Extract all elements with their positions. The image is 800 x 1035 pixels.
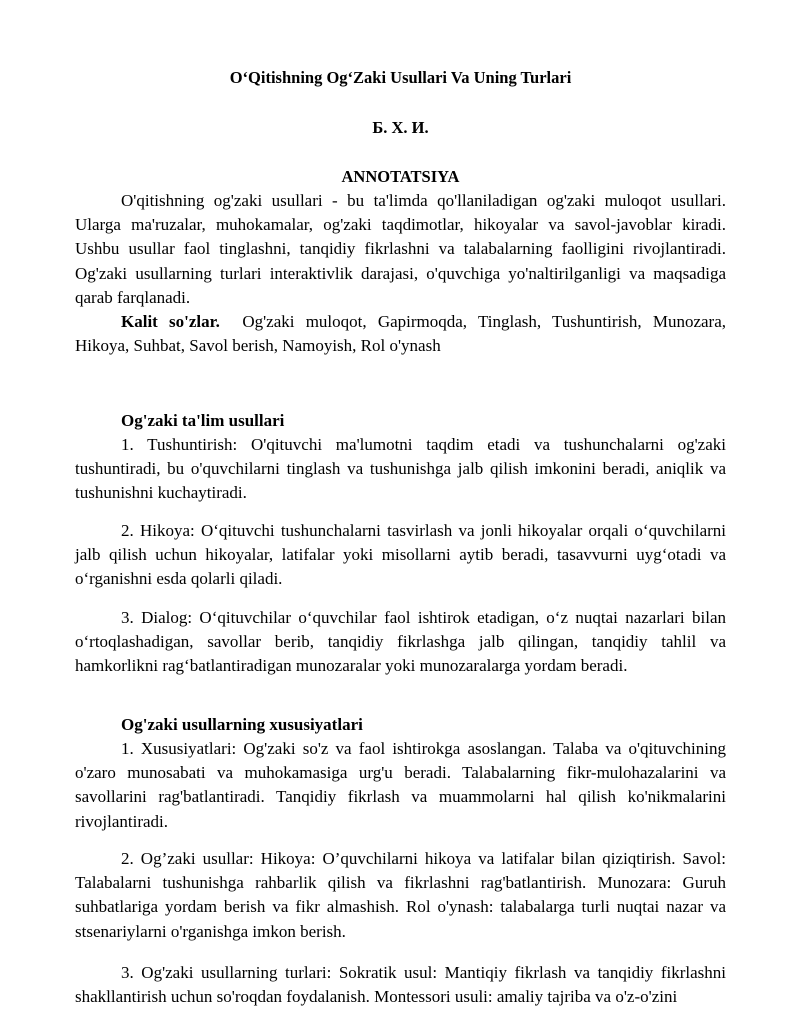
keywords-text: Og'zaki muloqot, Gapirmoqda, Tinglash, Tushuntirish, Munozara, Hikoya, Suhbat, Savol berish, Namoyish, Rol o'ynash <box>75 312 726 356</box>
list-item-oral-methods: 2. Og’zaki usullar: Hikoya: O’quvchilarni hikoya va latifalar bilan qiziqtirish. Savol: Talabalarni tushunishga rahbarlik qilish va fikrlashni rag'batlantirish. Munozara: Guruh suhbatlariga yordam berish va fikr almashish. Rol o'ynash: talabalarga turli nuqtai nazar va stsenariylarni o'rganishga imkon berish. <box>75 849 726 941</box>
annotation-heading: ANNOTATSIYA <box>341 167 460 186</box>
keywords-label: Kalit so'zlar. <box>121 312 220 331</box>
list-item-features: 1. Xususiyatlari: Og'zaki so'z va faol ishtirokga asoslangan. Talaba va o'qituvchining o'zaro munosabati va muhokamasiga urg'u beradi. Talabalarning fikr-mulohazalarini va savollarini rag'batlantiradi. Tanqidiy fikrlash va muammolarni hal qilish ko'nikmalarini rivojlantiradi. <box>75 739 726 831</box>
document-title: O‘Qitishning Og‘Zaki Usullari Va Uning Turlari <box>229 68 572 87</box>
section-heading-features: Og'zaki usullarning xususiyatlari <box>121 715 363 734</box>
section-heading-oral-methods: Og'zaki ta'lim usullari <box>121 411 285 430</box>
annotation-paragraph: O'qitishning og'zaki usullari - bu ta'limda qo'llaniladigan og'zaki muloqot usullari. Ularga ma'ruzalar, muhokamalar, og'zaki taqdimotlar, hikoyalar va savol-javoblar kiradi. Ushbu usullar faol tinglashni, tanqidiy fikrlashni va talabalarning faolligini rivojlantiradi. Og'zaki usullarning turlari interaktivlik darajasi, o'quvchiga yo'naltirilganligi va maqsadiga qarab farqlanadi. <box>75 191 726 307</box>
list-item-method-types: 3. Og'zaki usullarning turlari: Sokratik usul: Mantiqiy fikrlash va tanqidiy fikrlashni shakllantirish uchun so'roqdan foydalanish. Montessori usuli: amaliy tajriba va o'z-o'zini <box>75 963 726 1007</box>
list-item-explanation: 1. Tushuntirish: O'qituvchi ma'lumotni taqdim etadi va tushunchalarni og'zaki tushuntiradi, bu o'quvchilarni tinglash va tushunishga jalb qilish imkonini beradi, aniqlik va tushunishni kuchaytiradi. <box>75 435 726 503</box>
list-item-dialog: 3. Dialog: O‘qituvchilar o‘quvchilar faol ishtirok etadigan, o‘z nuqtai nazarlari bilan o‘rtoqlashadigan, savollar berib, tanqidiy fikrlashga jalb qilingan, tanqidiy tahlil va hamkorlikni rag‘batlantiradigan munozaralar yoki munozaralarga yordam beradi. <box>75 608 726 676</box>
keywords-paragraph <box>75 310 726 358</box>
author-initials: Б. Х. И. <box>372 118 429 137</box>
list-item-story: 2. Hikoya: O‘qituvchi tushunchalarni tasvirlash va jonli hikoyalar orqali o‘quvchilarni jalb qilish uchun hikoyalar, latifalar yoki misollarni aytib beradi, tasavvurni uyg‘otadi va o‘rganishni esda qolarli qiladi. <box>75 521 726 589</box>
